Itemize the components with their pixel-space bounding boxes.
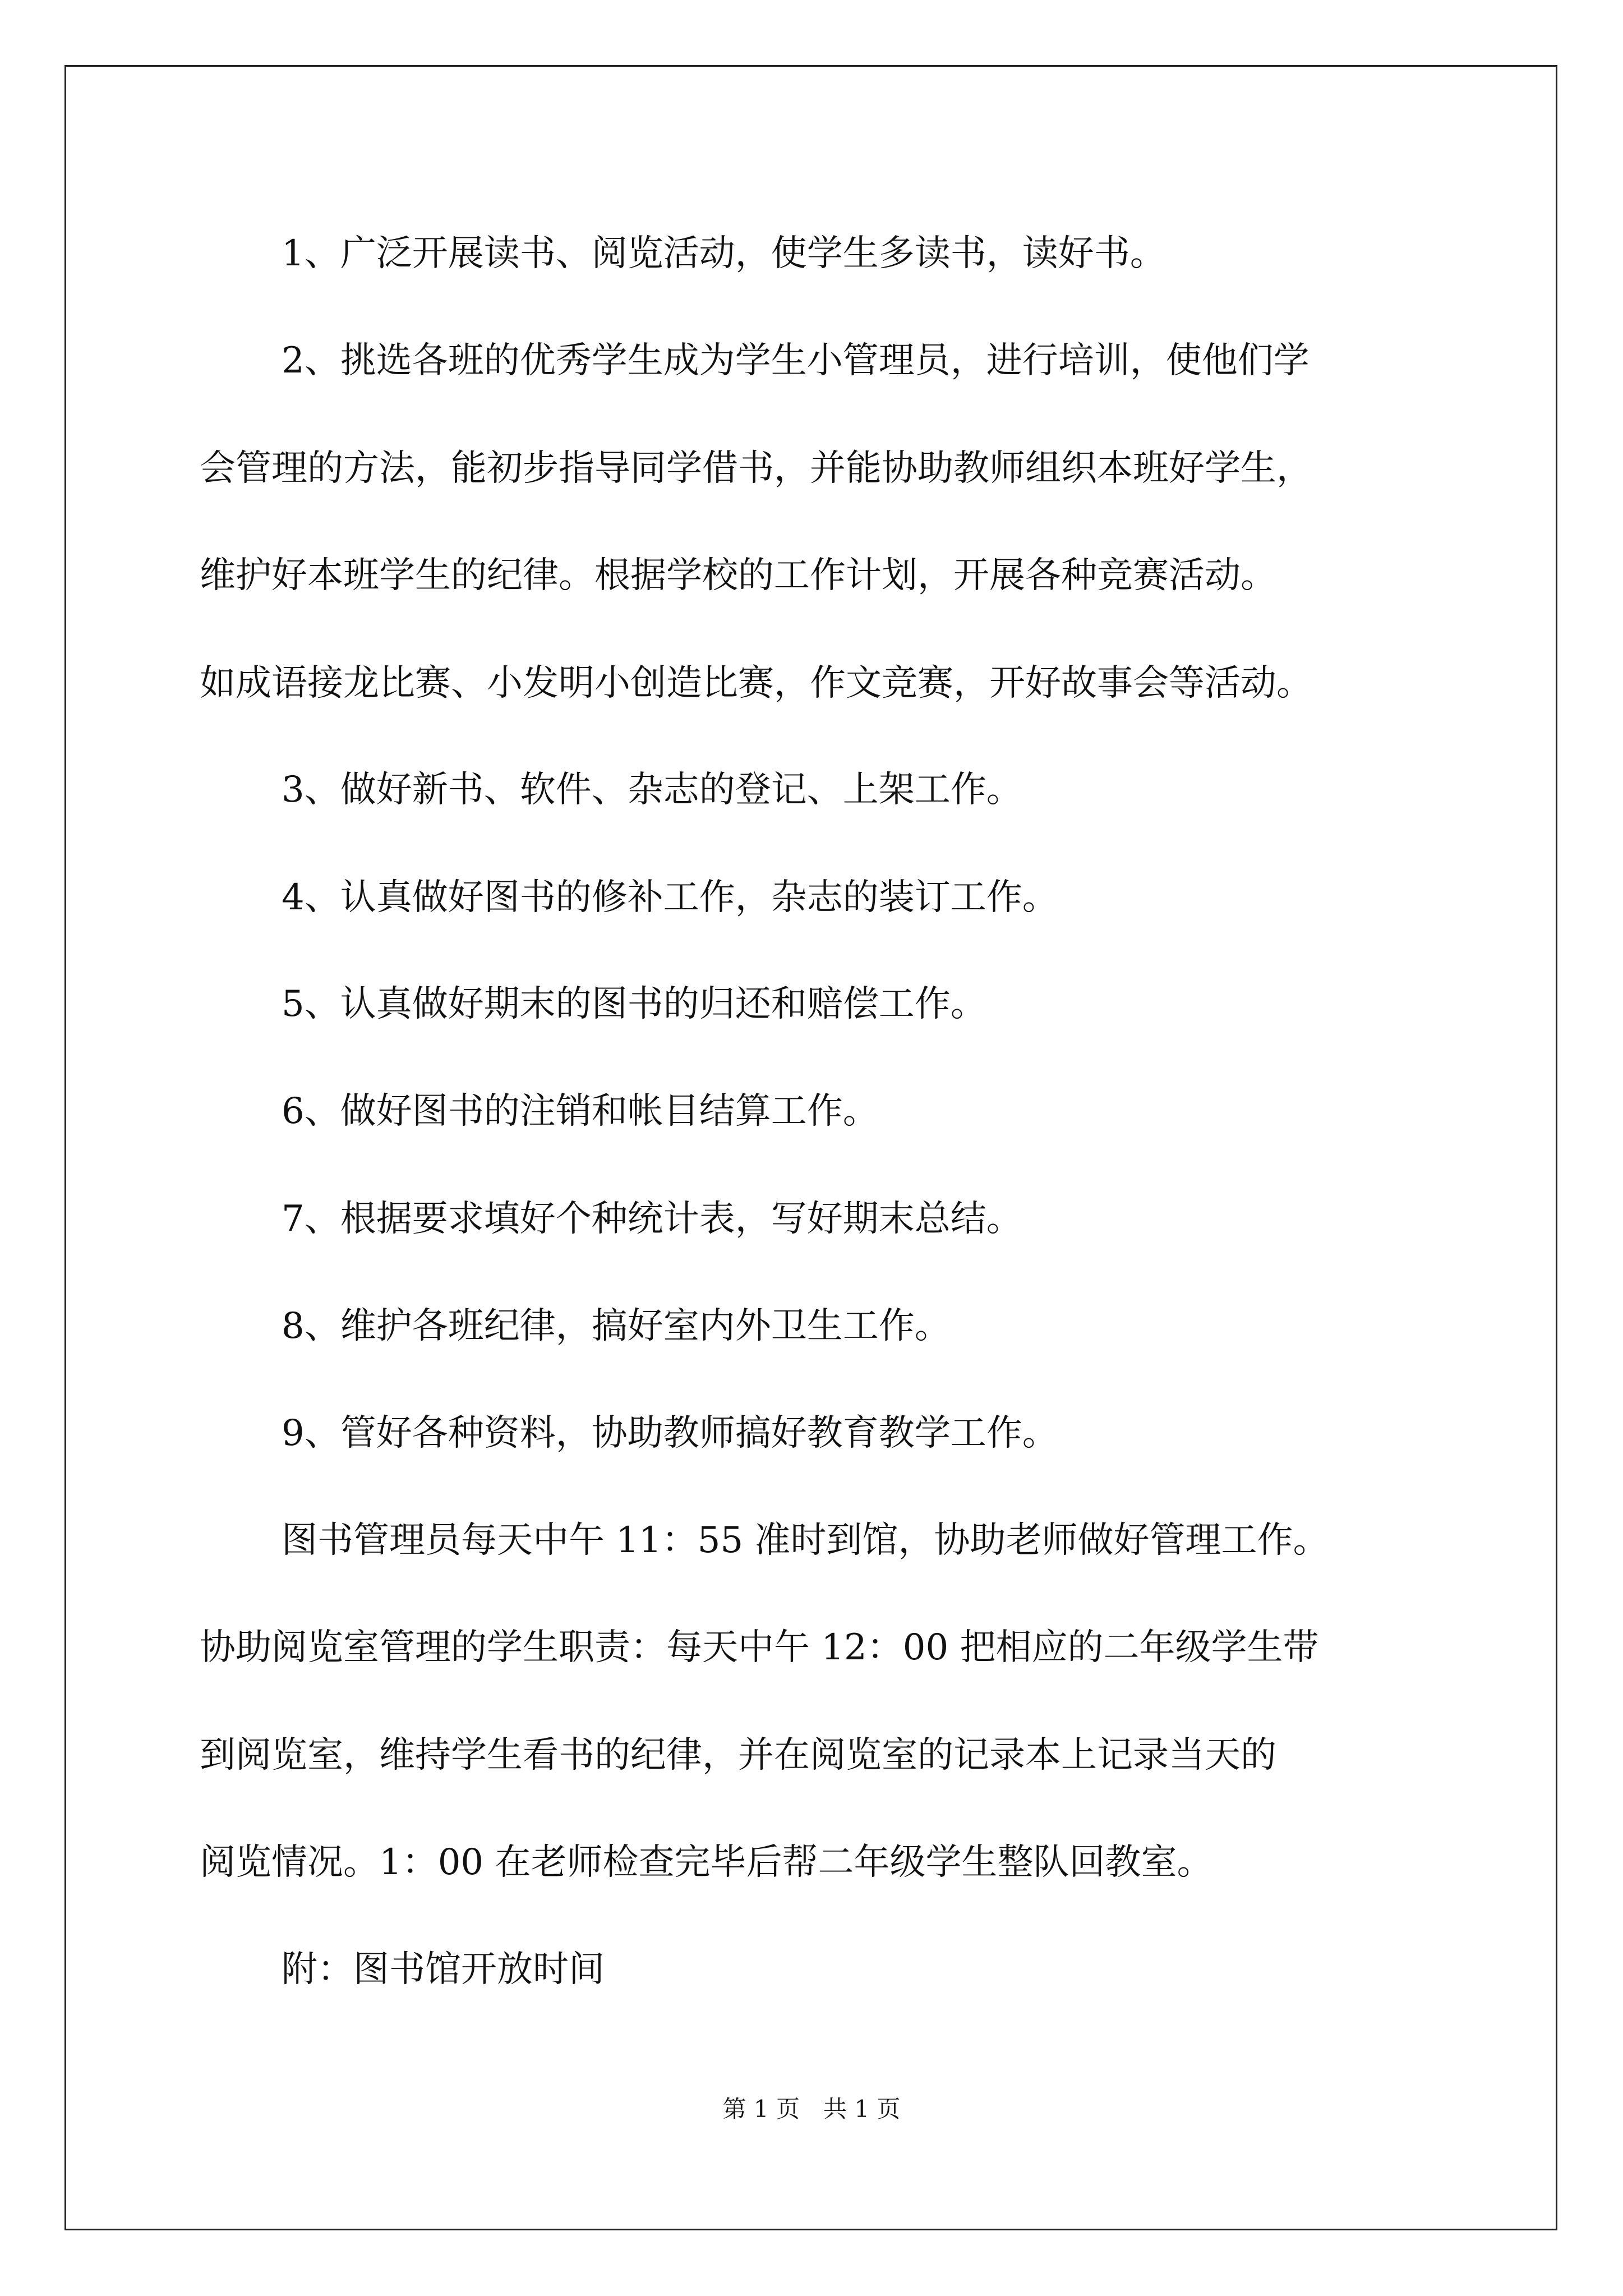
paragraph-3-line-1: 3、做好新书、软件、杂志的登记、上架工作。 [282,769,1022,811]
paragraph-6-line-1: 6、做好图书的注销和帐目结算工作。 [282,1091,879,1132]
page-border [64,65,1557,2230]
paragraph-10-line-1: 图书管理员每天中午 11：55 准时到馆，协助老师做好管理工作。 [282,1520,1329,1561]
paragraph-1-line-1: 1、广泛开展读书、阅览活动，使学生多读书，读好书。 [282,233,1166,274]
paragraph-8-line-1: 8、维护各班纪律，搞好室内外卫生工作。 [282,1305,951,1347]
paragraph-4-line-1: 4、认真做好图书的修补工作，杂志的装订工作。 [282,877,1058,918]
paragraph-2-line-4: 如成语接龙比赛、小发明小创造比赛，作文竞赛，开好故事会等活动。 [200,662,1312,704]
paragraph-5-line-1: 5、认真做好期末的图书的归还和赔偿工作。 [282,983,986,1025]
paragraph-7-line-1: 7、根据要求填好个种统计表，写好期末总结。 [282,1198,1022,1240]
paragraph-9-line-1: 9、管好各种资料，协助教师搞好教育教学工作。 [282,1412,1058,1454]
paragraph-10-line-4: 阅览情况。1：00 在老师检查完毕后帮二年级学生整队回教室。 [200,1842,1213,1883]
paragraph-2-line-3: 维护好本班学生的纪律。根据学校的工作计划，开展各种竞赛活动。 [200,555,1276,596]
page-number-footer: 第 1 页 共 1 页 [722,2095,901,2123]
paragraph-10-line-2: 协助阅览室管理的学生职责：每天中午 12：00 把相应的二年级学生带 [200,1627,1319,1668]
paragraph-2-line-2: 会管理的方法，能初步指导同学借书，并能协助教师组织本班好学生， [200,448,1312,489]
paragraph-10-line-3: 到阅览室，维持学生看书的纪律，并在阅览室的记录本上记录当天的 [200,1734,1276,1776]
paragraph-2-line-1: 2、挑选各班的优秀学生成为学生小管理员，进行培训，使他们学 [282,340,1310,381]
paragraph-11-line-1: 附：图书馆开放时间 [282,1949,605,1990]
